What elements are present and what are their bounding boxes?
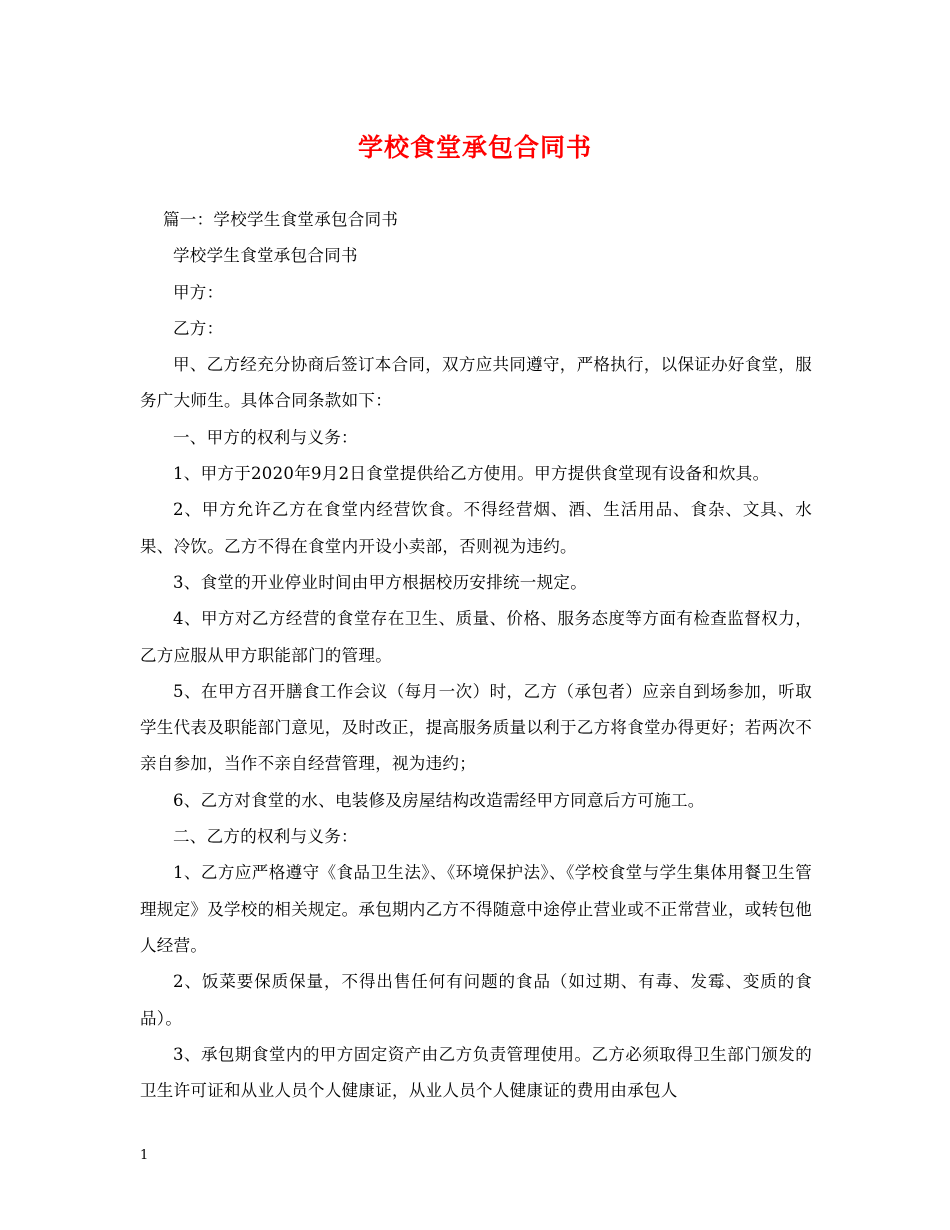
paragraph: 3、食堂的开业停业时间由甲方根据校历安排统一规定。 xyxy=(173,572,587,592)
paragraph: 学校学生食堂承包合同书 xyxy=(173,246,358,266)
paragraph: 乙方： xyxy=(173,318,224,338)
paragraph: 5、在甲方召开膳食工作会议（每月一次）时，乙方（承包者）应亲自到场参加，听取学生代表及职能部门意见，及时改正，提高服务质量以利于乙方将食堂办得更好；若两次不亲自参加，当作不亲自经营管理，视为违约； xyxy=(140,681,812,774)
document-body xyxy=(140,202,812,1109)
paragraph: 4、甲方对乙方经营的食堂存在卫生、质量、价格、服务态度等方面有检查监督权力，乙方应服从甲方职能部门的管理。 xyxy=(140,609,812,665)
paragraph: 二、乙方的权利与义务： xyxy=(173,827,358,847)
paragraph: 2、饭菜要保质保量，不得出售任何有问题的食品（如过期、有毒、发霉、变质的食品）。 xyxy=(140,972,812,1028)
paragraph: 1、乙方应严格遵守《食品卫生法》、《环境保护法》、《学校食堂与学生集体用餐卫生管理规定》及学校的相关规定。承包期内乙方不得随意中途停止营业或不正常营业，或转包他人经营。 xyxy=(140,863,812,955)
paragraph: 3、承包期食堂内的甲方固定资产由乙方负责管理使用。乙方必须取得卫生部门颁发的卫生许可证和从业人员个人健康证，从业人员个人健康证的费用由承包人 xyxy=(140,1044,812,1101)
paragraph: 甲、乙方经充分协商后签订本合同，双方应共同遵守，严格执行，以保证办好食堂，服务广大师生。具体合同条款如下： xyxy=(140,355,812,411)
document-title: 学校食堂承包合同书 xyxy=(357,133,592,162)
paragraph: 2、甲方允许乙方在食堂内经营饮食。不得经营烟、酒、生活用品、食杂、文具、水果、冷饮。乙方不得在食堂内开设小卖部，否则视为违约。 xyxy=(140,500,812,556)
paragraph: 篇一：学校学生食堂承包合同书 xyxy=(163,210,399,229)
page-number: 1 xyxy=(140,1148,149,1163)
paragraph: 甲方： xyxy=(173,282,224,302)
paragraph: 一、甲方的权利与义务： xyxy=(173,427,358,447)
paragraph: 6、乙方对食堂的水、电装修及房屋结构改造需经甲方同意后方可施工。 xyxy=(173,790,705,810)
paragraph: 1、甲方于2020年9月2日食堂提供给乙方使用。甲方提供食堂现有设备和炊具。 xyxy=(173,464,770,484)
